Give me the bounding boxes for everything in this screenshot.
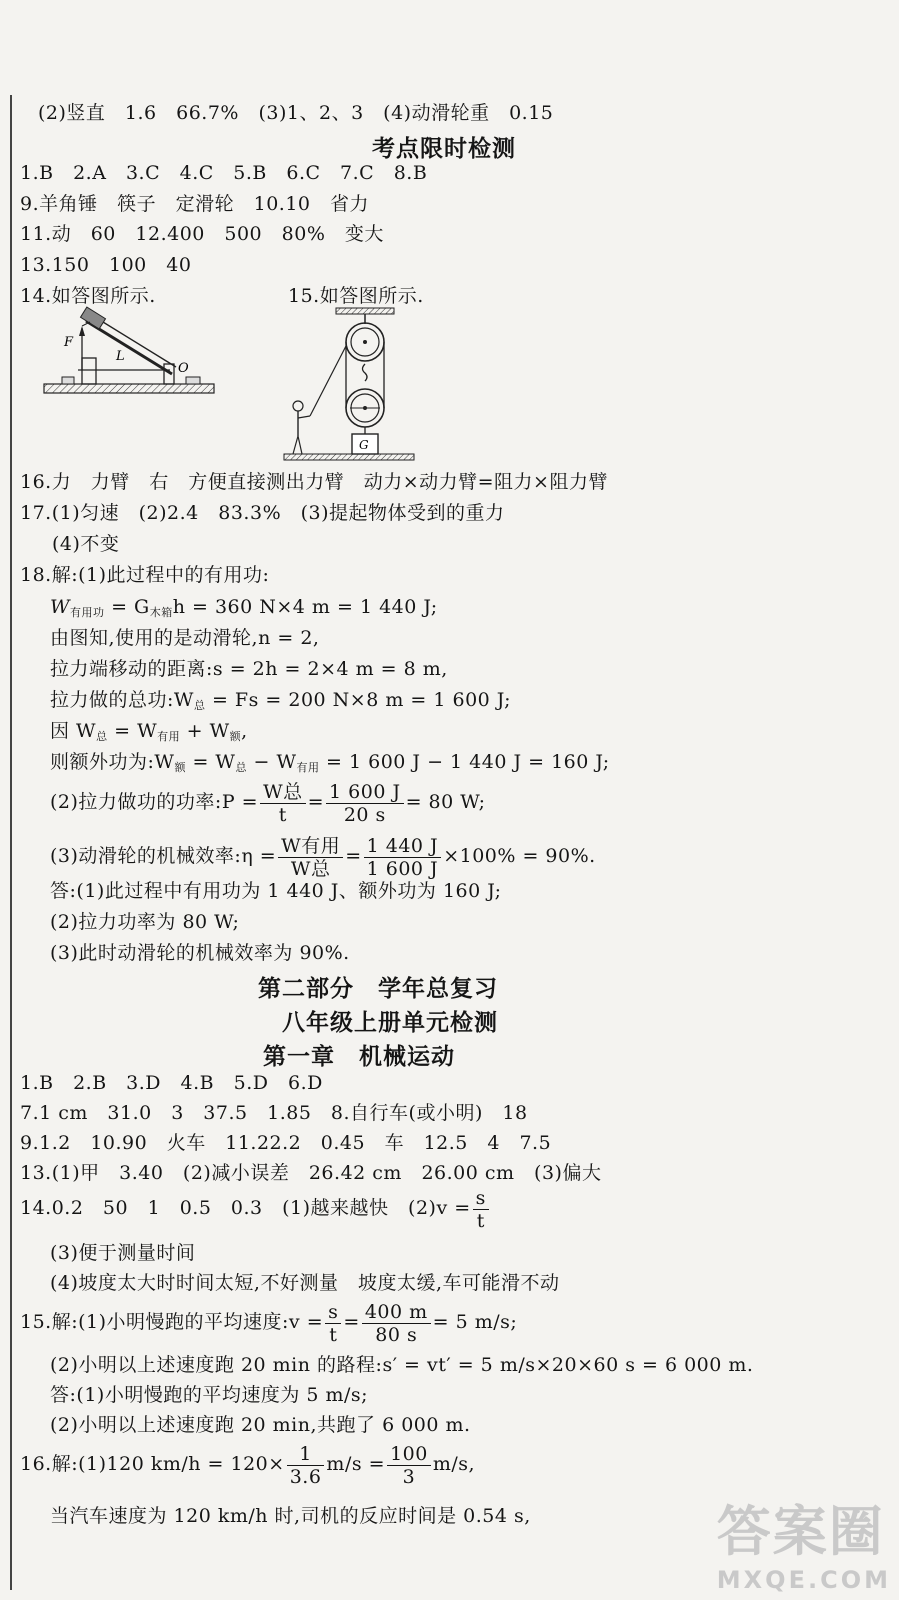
fraction	[326, 781, 404, 826]
text-line: 16.力 力臂 右 方便直接测出力臂 动力×动力臂=阻力×阻力臂	[20, 471, 608, 493]
margin-line	[10, 95, 12, 1590]
text-line: 13.150 100 40	[20, 254, 192, 276]
denominator: 3.6	[289, 1465, 322, 1488]
numerator: W总	[260, 781, 306, 804]
denominator: W总	[290, 857, 331, 880]
formula-subscript: 有用功	[70, 606, 105, 619]
formula-text: =	[343, 1311, 360, 1333]
formula-subscript: 额	[174, 761, 186, 774]
lever-diagram	[40, 306, 220, 402]
chapter-title: 第一章 机械运动	[263, 1044, 455, 1070]
formula-line	[20, 1440, 475, 1488]
numerator: 400 m	[362, 1301, 431, 1324]
text-line: 9.羊角锤 筷子 定滑轮 10.10 省力	[20, 193, 370, 215]
formula-line	[50, 749, 610, 781]
formula-text: 14.0.2 50 1 0.5 0.3 (1)越来越快 (2)v =	[20, 1197, 471, 1219]
text-line: 9.1.2 10.90 火车 11.22.2 0.45 车 12.5 4 7.5	[20, 1132, 552, 1154]
formula-text: = G	[104, 596, 150, 618]
text-line: (4)不变	[52, 533, 120, 555]
formula-line	[50, 687, 511, 719]
label-G: G	[359, 438, 369, 452]
formula-text: (2)拉力做功的功率:P =	[50, 791, 259, 813]
formula-subscript: 额	[229, 730, 242, 743]
text-line: (3)便于测量时间	[50, 1242, 196, 1264]
watermark-url: MXQE.COM	[716, 1566, 891, 1594]
formula-line	[20, 1184, 491, 1232]
fraction	[473, 1187, 489, 1232]
text-line: 7.1 cm 31.0 3 37.5 1.85 8.自行车(或小明) 18	[20, 1102, 528, 1124]
text-line: (2)拉力功率为 80 W;	[50, 911, 240, 933]
text-line: (4)坡度太大时时间太短,不好测量 坡度太缓,车可能滑不动	[50, 1272, 560, 1294]
watermark-logo: 答案圈	[716, 1500, 885, 1563]
text-line: 答:(1)小明慢跑的平均速度为 5 m/s;	[50, 1384, 369, 1406]
denominator: t	[329, 1323, 338, 1346]
formula-text: (3)动滑轮的机械效率:η =	[50, 845, 277, 867]
denominator: 1 600 J	[366, 857, 439, 880]
text-line: 14.如答图所示.	[20, 285, 156, 307]
denominator: 80 s	[375, 1323, 418, 1346]
denominator: t	[476, 1209, 485, 1232]
formula-text: =	[307, 791, 325, 813]
formula-text: 15.解:(1)小明慢跑的平均速度:v =	[20, 1311, 324, 1333]
fraction	[364, 835, 442, 880]
formula-subscript: 总	[96, 730, 108, 743]
formula-text: + W	[180, 720, 230, 742]
text-line: 18.解:(1)此过程中的有用功:	[20, 564, 270, 586]
formula-text: = 80 W;	[405, 791, 486, 813]
formula-text: = 1 600 J − 1 440 J = 160 J;	[319, 751, 610, 773]
watermark	[717, 1489, 891, 1594]
formula-symbol: W	[50, 596, 71, 618]
formula-text: = 5 m/s;	[432, 1311, 518, 1333]
formula-text: ×100% = 90%.	[443, 845, 596, 867]
formula-subscript: 总	[235, 761, 247, 774]
formula-line	[50, 832, 596, 880]
numerator: 1 600 J	[326, 781, 404, 804]
formula-text: =	[345, 845, 362, 867]
formula-text: h = 360 N×4 m = 1 440 J;	[172, 596, 438, 618]
text-line: 拉力端移动的距离:s = 2h = 2×4 m = 8 m,	[50, 658, 448, 680]
text-line: 1.B 2.A 3.C 4.C 5.B 6.C 7.C 8.B	[20, 162, 428, 184]
denominator: 3	[402, 1465, 416, 1488]
formula-text: 因 W	[50, 720, 97, 742]
formula-line	[50, 778, 486, 826]
formula-text: 拉力做的总功:W	[50, 689, 194, 711]
fraction	[325, 1301, 341, 1346]
text-line: 11.动 60 12.400 500 80% 变大	[20, 223, 384, 245]
text-line: (2)小明以上述速度跑 20 min,共跑了 6 000 m.	[50, 1414, 471, 1436]
text-line: 17.(1)匀速 (2)2.4 83.3% (3)提起物体受到的重力	[20, 502, 505, 524]
section-title: 考点限时检测	[372, 136, 516, 162]
formula-text: 16.解:(1)120 km/h = 120×	[20, 1453, 285, 1475]
numerator: 1 440 J	[364, 835, 442, 858]
formula-text: m/s,	[432, 1453, 476, 1475]
label-O: O	[178, 361, 189, 376]
formula-subscript: 有用	[157, 730, 181, 743]
formula-text: − W	[246, 751, 297, 773]
text-line: (3)此时动滑轮的机械效率为 90%.	[50, 942, 350, 964]
label-F: F	[64, 335, 74, 350]
formula-line	[50, 718, 248, 750]
text-line: 15.如答图所示.	[288, 285, 424, 307]
numerator: W有用	[278, 835, 343, 858]
pulley-diagram	[280, 306, 420, 466]
text-line: 答:(1)此过程中有用功为 1 440 J、额外功为 160 J;	[50, 880, 502, 902]
numerator: s	[325, 1301, 341, 1324]
formula-text: m/s =	[326, 1453, 386, 1475]
text-line: 13.(1)甲 3.40 (2)减小误差 26.42 cm 26.00 cm (3)偏大	[20, 1162, 602, 1184]
text-line: 1.B 2.B 3.D 4.B 5.D 6.D	[20, 1072, 323, 1094]
formula-subscript: 木箱	[149, 606, 173, 619]
text-line: 当汽车速度为 120 km/h 时,司机的反应时间是 0.54 s,	[50, 1505, 531, 1527]
fraction	[287, 1443, 325, 1488]
formula-text: ,	[241, 720, 248, 742]
text-line: 由图知,使用的是动滑轮,n = 2,	[50, 627, 320, 649]
formula-subscript: 总	[193, 699, 206, 712]
text-line: (2)竖直 1.6 66.7% (3)1、2、3 (4)动滑轮重 0.15	[38, 102, 554, 124]
denominator: t	[278, 803, 287, 826]
formula-text: = W	[107, 720, 158, 742]
text-line: (2)小明以上述速度跑 20 min 的路程:s′ = vt′ = 5 m/s×20×60 s = 6 000 m.	[50, 1354, 754, 1376]
formula-subscript: 有用	[296, 761, 320, 774]
numerator: 100	[387, 1443, 431, 1466]
fraction	[387, 1443, 431, 1488]
formula-text: = W	[185, 751, 236, 773]
unit-title: 八年级上册单元检测	[282, 1010, 498, 1036]
fraction	[278, 835, 343, 880]
fraction	[362, 1301, 431, 1346]
denominator: 20 s	[343, 803, 386, 826]
numerator: 1	[287, 1443, 325, 1466]
label-L: L	[116, 349, 125, 364]
formula-text: 则额外功为:W	[50, 751, 175, 773]
fraction	[260, 781, 306, 826]
part-title: 第二部分 学年总复习	[258, 976, 498, 1002]
formula-line	[20, 1298, 517, 1346]
numerator: s	[473, 1187, 489, 1210]
formula-line	[50, 594, 438, 626]
formula-text: = Fs = 200 N×8 m = 1 600 J;	[205, 689, 512, 711]
